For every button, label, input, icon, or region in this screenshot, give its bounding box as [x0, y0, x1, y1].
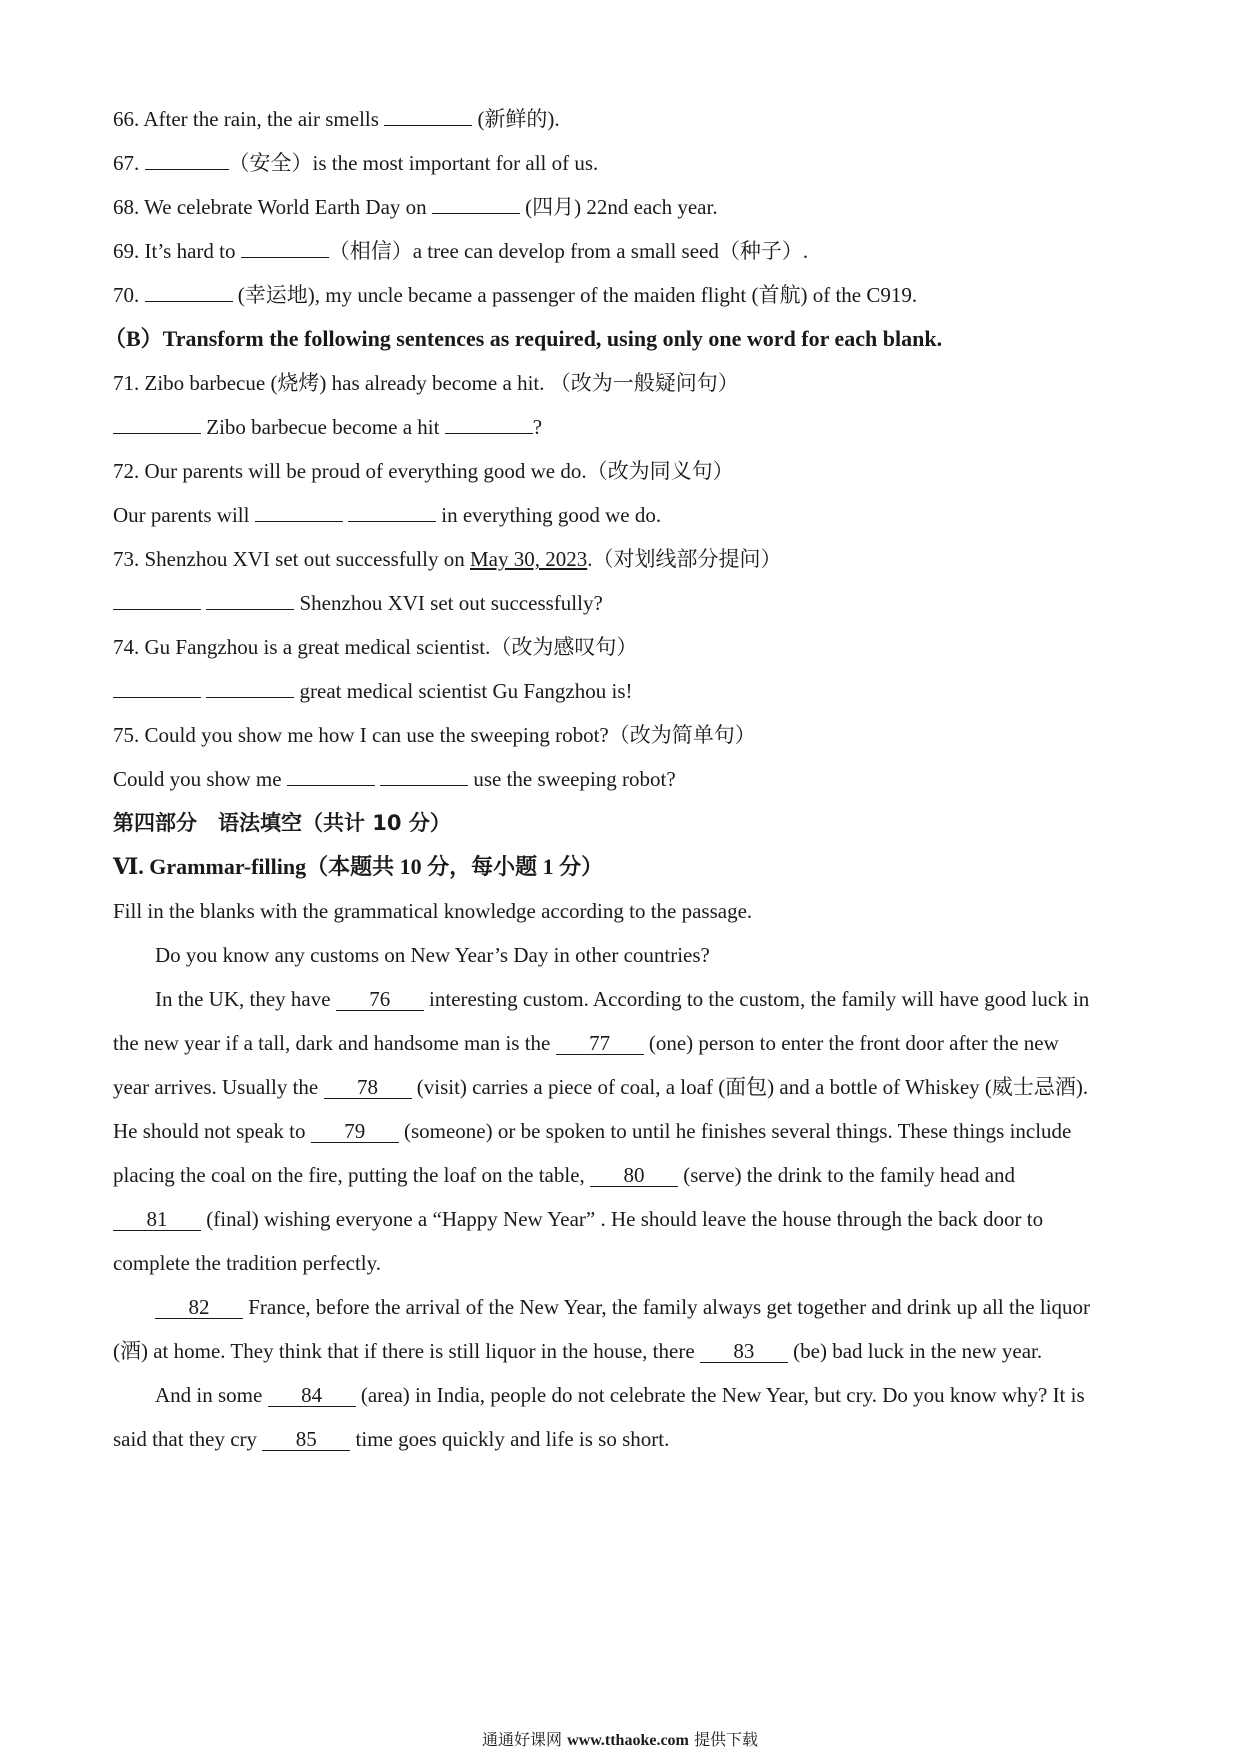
- footer-site: 通通好课网: [482, 1730, 563, 1749]
- blank-80: 80: [590, 1164, 678, 1187]
- blank: [113, 590, 201, 610]
- question-68: 68. We celebrate World Earth Day on (四月) 22nd each year.: [113, 195, 718, 219]
- blank: [287, 766, 375, 786]
- blank-83: 83: [700, 1340, 788, 1363]
- passage-line: 82 France, before the arrival of the New Year, the family always get together and drink up all the liquor: [155, 1294, 1090, 1320]
- passage-line: the new year if a tall, dark and handsome man is the 77 (one) person to enter the front door after the new: [113, 1031, 1059, 1055]
- blank: [384, 106, 472, 126]
- section-vi-heading: Ⅵ. Grammar-filling（本题共 10 分，每小题 1 分）: [113, 854, 604, 879]
- question-72: 72. Our parents will be proud of everything good we do.（改为同义句）: [113, 459, 734, 483]
- passage-line: year arrives. Usually the 78 (visit) carries a piece of coal, a loaf (面包) and a bottle of Whiskey (威士忌酒).: [113, 1075, 1089, 1099]
- question-71: 71. Zibo barbecue (烧烤) has already become a hit. （改为一般疑问句）: [113, 371, 739, 395]
- passage-line: Do you know any customs on New Year’s Day in other countries?: [155, 943, 710, 967]
- question-66: 66. After the rain, the air smells (新鲜的).: [113, 107, 560, 131]
- passage-line: complete the tradition perfectly.: [113, 1251, 382, 1275]
- answer-72: Our parents will in everything good we do.: [113, 503, 662, 527]
- passage-line: And in some 84 (area) in India, people do not celebrate the New Year, but cry. Do you know why? It is: [155, 1383, 1085, 1407]
- blank: [255, 502, 343, 522]
- blank: [380, 766, 468, 786]
- question-69: 69. It’s hard to （相信）a tree can develop from a small seed（种子）.: [113, 239, 809, 263]
- blank: [145, 150, 229, 170]
- question-67: 67. （安全）is the most important for all of us.: [113, 151, 599, 175]
- answer-73: Shenzhou XVI set out successfully?: [113, 590, 603, 616]
- passage-line: In the UK, they have 76 interesting custom. According to the custom, the family will have good luck in: [155, 987, 1090, 1011]
- blank: [432, 194, 520, 214]
- blank-81: 81: [113, 1208, 201, 1231]
- blank-85: 85: [262, 1428, 350, 1451]
- blank: [206, 590, 294, 610]
- question-74: 74. Gu Fangzhou is a great medical scientist.（改为感叹句）: [113, 635, 638, 659]
- passage-line: said that they cry 85 time goes quickly and life is so short.: [113, 1427, 670, 1451]
- footer-suffix: 提供下载: [693, 1730, 758, 1749]
- question-70: 70. (幸运地), my uncle became a passenger of the maiden flight (首航) of the C919.: [113, 283, 918, 307]
- passage-line: 81 (final) wishing everyone a “Happy New Year” . He should leave the house through the back door to: [113, 1206, 1043, 1232]
- blank: [206, 678, 294, 698]
- section-b-heading: （B）Transform the following sentences as required, using only one word for each blank.: [104, 326, 943, 351]
- answer-74: great medical scientist Gu Fangzhou is!: [113, 678, 633, 704]
- instruction: Fill in the blanks with the grammatical knowledge according to the passage.: [113, 899, 753, 923]
- blank-78: 78: [324, 1076, 412, 1099]
- blank-84: 84: [268, 1384, 356, 1407]
- blank: [241, 238, 329, 258]
- part4-title: 第四部分 语法填空（共计 10 分）: [113, 811, 451, 835]
- question-73: 73. Shenzhou XVI set out successfully on May 30, 2023.（对划线部分提问）: [113, 547, 782, 571]
- passage-line: (酒) at home. They think that if there is still liquor in the house, there 83 (be) bad luck in the new year.: [113, 1339, 1043, 1363]
- answer-75: Could you show me use the sweeping robot?: [113, 767, 676, 791]
- blank: [445, 414, 533, 434]
- footer-url[interactable]: www.tthaoke.com: [567, 1732, 689, 1749]
- underlined-date: May 30, 2023: [469, 547, 588, 571]
- blank: [113, 414, 201, 434]
- blank-76: 76: [336, 988, 424, 1011]
- blank-77: 77: [556, 1032, 644, 1055]
- blank: [113, 678, 201, 698]
- question-75: 75. Could you show me how I can use the sweeping robot?（改为简单句）: [113, 723, 756, 747]
- blank-79: 79: [311, 1120, 399, 1143]
- blank: [348, 502, 436, 522]
- blank-82: 82: [155, 1296, 243, 1319]
- page-footer: [0, 1730, 1240, 1751]
- blank: [145, 282, 233, 302]
- passage-line: placing the coal on the fire, putting the loaf on the table, 80 (serve) the drink to the family head and: [113, 1163, 1016, 1187]
- answer-71: Zibo barbecue become a hit ?: [113, 414, 542, 440]
- passage-line: He should not speak to 79 (someone) or be spoken to until he finishes several things. These things include: [113, 1119, 1072, 1143]
